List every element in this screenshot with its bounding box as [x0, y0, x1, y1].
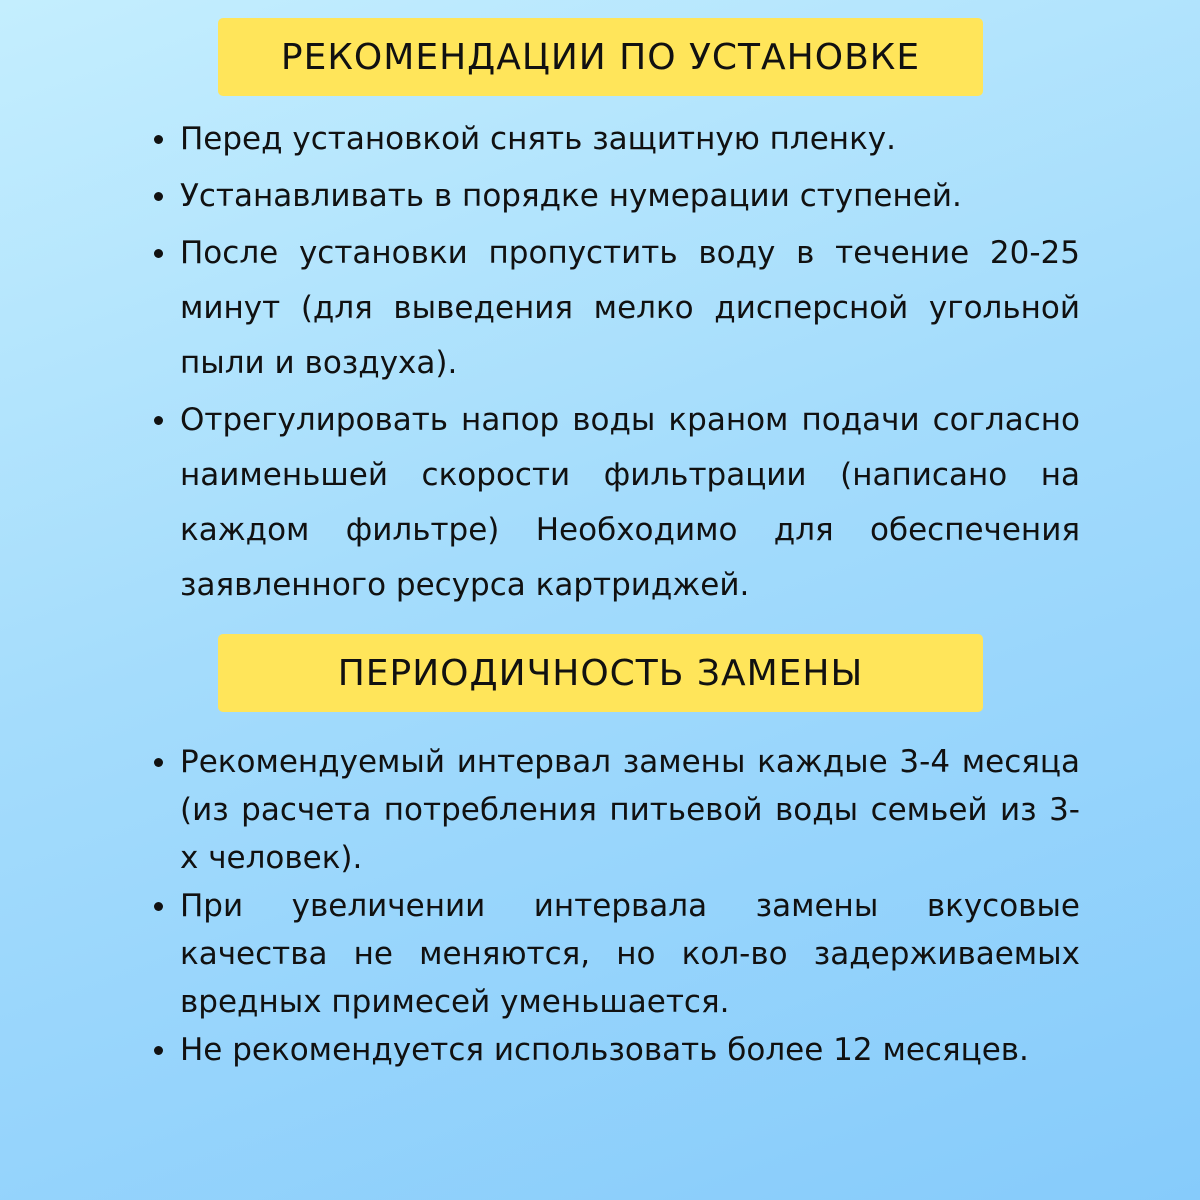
list-item: При увеличении интервала замены вкусовые качества не меняются, но кол-во задерживаемых вредных примесей уменьшается. — [148, 882, 1080, 1026]
replacement-schedule-list — [148, 738, 1080, 1074]
list-item: Отрегулировать напор воды краном подачи согласно наименьшей скорости фильтрации (написано на каждом фильтре) Необходимо для обеспечения заявленного ресурса картриджей. — [148, 393, 1080, 613]
list-item: Рекомендуемый интервал замены каждые 3-4 месяца (из расчета потребления питьевой воды семьей из 3-х человек). — [148, 738, 1080, 882]
installation-recommendations-list — [148, 112, 1080, 615]
list-item: Перед установкой снять защитную пленку. — [148, 112, 1080, 167]
section-heading-installation: РЕКОМЕНДАЦИИ ПО УСТАНОВКЕ — [218, 18, 983, 96]
list-item: После установки пропустить воду в течение 20-25 минут (для выведения мелко дисперсной угольной пыли и воздуха). — [148, 226, 1080, 391]
list-item: Устанавливать в порядке нумерации ступеней. — [148, 169, 1080, 224]
list-item: Не рекомендуется использовать более 12 месяцев. — [148, 1026, 1080, 1074]
section-heading-replacement: ПЕРИОДИЧНОСТЬ ЗАМЕНЫ — [218, 634, 983, 712]
